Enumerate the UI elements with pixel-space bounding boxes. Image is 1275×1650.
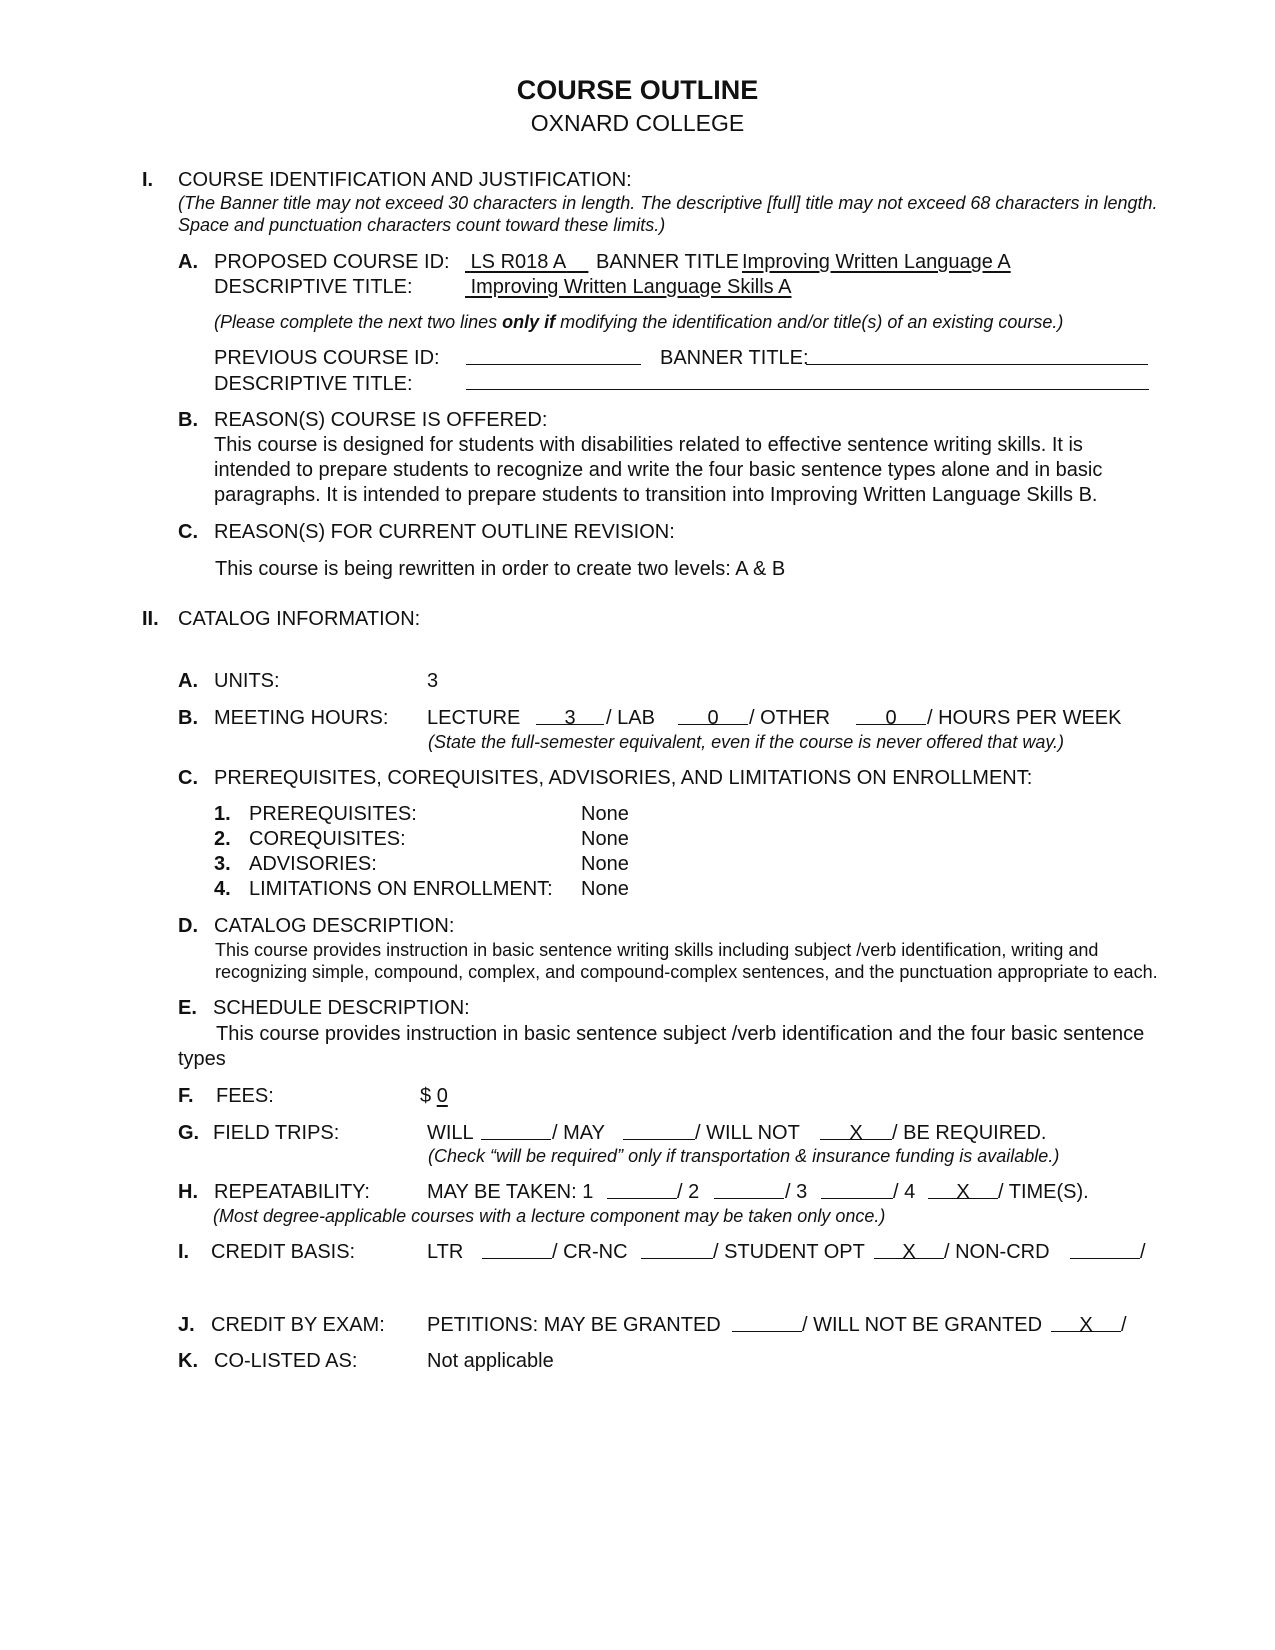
list-value: None (581, 828, 629, 850)
blank-line (806, 364, 1148, 365)
field-label: REASON(S) COURSE IS OFFERED: (214, 409, 548, 431)
paragraph-line: This course provides instruction in basic sentence writing skills including subject /verb identification, writing and (215, 940, 1099, 960)
field-label: / CR-NC (552, 1241, 628, 1263)
field-label: DESCRIPTIVE TITLE: (214, 373, 413, 395)
blank-line (641, 1258, 713, 1259)
paragraph-line: This course is designed for students with disabilities related to effective sentence writing skills. It is (214, 434, 1083, 456)
co-listed-value: Not applicable (427, 1350, 554, 1372)
item-letter: E. (178, 997, 197, 1019)
other-hours-value: 0 (885, 707, 897, 729)
list-number: 2. (214, 828, 231, 850)
field-label: MAY BE TAKEN: 1 (427, 1181, 594, 1203)
blank-line (1070, 1258, 1140, 1259)
item-letter: H. (178, 1181, 198, 1203)
selected-mark: X (956, 1181, 970, 1203)
field-label: FIELD TRIPS: (213, 1122, 340, 1144)
blank-line (482, 1258, 552, 1259)
note: (Most degree-applicable courses with a lecture component may be taken only once.) (213, 1206, 886, 1226)
field-label: FEES: (216, 1085, 274, 1107)
course-id-value: LS R018 A (470, 251, 567, 273)
paragraph-line: This course is being rewritten in order to create two levels: A & B (215, 558, 786, 580)
field-label: LTR (427, 1241, 464, 1263)
item-letter: J. (178, 1314, 195, 1336)
field-label: PREVIOUS COURSE ID: (214, 347, 440, 369)
selected-mark: X (902, 1241, 916, 1263)
item-letter: I. (178, 1241, 190, 1263)
field-label: / WILL NOT (695, 1122, 800, 1144)
college-name: OXNARD COLLEGE (530, 110, 745, 136)
blank-line (466, 364, 641, 365)
field-label: SCHEDULE DESCRIPTION: (213, 997, 470, 1019)
field-label: DESCRIPTIVE TITLE: (214, 276, 413, 298)
field-label: UNITS: (214, 670, 280, 692)
field-label: / WILL NOT BE GRANTED (802, 1314, 1043, 1336)
field-label: / OTHER (749, 707, 831, 729)
field-label: PETITIONS: MAY BE GRANTED (427, 1314, 721, 1336)
paragraph-line: types (178, 1048, 226, 1070)
paragraph-line: recognizing simple, compound, complex, and compound-complex sentences, and the punctuation appropriate to each. (215, 962, 1158, 982)
field-label: BANNER TITLE: (660, 347, 809, 369)
field-label: CREDIT BY EXAM: (211, 1314, 385, 1336)
field-label: CATALOG DESCRIPTION: (214, 915, 455, 937)
section-number: I. (142, 169, 154, 191)
item-letter: A. (178, 251, 198, 273)
list-label: COREQUISITES: (249, 828, 406, 850)
note: (The Banner title may not exceed 30 characters in length. The descriptive [full] title may not exceed 68 characters in length. (178, 193, 1158, 213)
list-label: PREREQUISITES: (249, 803, 417, 825)
blank-line (821, 1198, 893, 1199)
blank-line (481, 1139, 551, 1140)
note: (Check “will be required” only if transportation & insurance funding is available.) (428, 1146, 1060, 1166)
lab-hours-value: 0 (707, 707, 719, 729)
field-label: REPEATABILITY: (214, 1181, 370, 1203)
field-label: / (1121, 1314, 1127, 1336)
page-title: COURSE OUTLINE (516, 75, 759, 105)
blank-line (466, 389, 1149, 390)
list-value: None (581, 803, 629, 825)
item-letter: C. (178, 767, 198, 789)
blank-line (732, 1331, 802, 1332)
list-number: 1. (214, 803, 231, 825)
note: Space and punctuation characters count toward these limits.) (178, 215, 666, 235)
section-heading: CATALOG INFORMATION: (178, 608, 421, 630)
item-letter: A. (178, 670, 198, 692)
blank-line (607, 1198, 677, 1199)
list-number: 3. (214, 853, 231, 875)
field-label: / LAB (606, 707, 655, 729)
descriptive-title-value: Improving Written Language Skills A (470, 276, 792, 298)
field-label: / 4 (893, 1181, 916, 1203)
item-letter: G. (178, 1122, 200, 1144)
note: (State the full-semester equivalent, even if the course is never offered that way.) (428, 732, 1064, 752)
field-label: BANNER TITLE (596, 251, 739, 273)
item-letter: C. (178, 521, 198, 543)
banner-title-value: Improving Written Language A (742, 251, 1011, 273)
field-label: REASON(S) FOR CURRENT OUTLINE REVISION: (214, 521, 675, 543)
list-label: LIMITATIONS ON ENROLLMENT: (249, 878, 553, 900)
paragraph-line: This course provides instruction in basic sentence subject /verb identification and the four basic sentence (216, 1023, 1145, 1045)
field-label: / 2 (677, 1181, 700, 1203)
item-letter: B. (178, 707, 198, 729)
list-value: None (581, 853, 629, 875)
blank-line (623, 1139, 695, 1140)
units-value: 3 (427, 670, 439, 692)
field-label: / HOURS PER WEEK (927, 707, 1122, 729)
field-label: MEETING HOURS: (214, 707, 389, 729)
blank-line (714, 1198, 784, 1199)
item-letter: K. (178, 1350, 198, 1372)
list-label: ADVISORIES: (249, 853, 377, 875)
field-label: / MAY (552, 1122, 605, 1144)
list-number: 4. (214, 878, 231, 900)
field-label: / TIME(S). (998, 1181, 1089, 1203)
item-letter: D. (178, 915, 198, 937)
field-label: / NON-CRD (944, 1241, 1050, 1263)
field-label: WILL (427, 1122, 474, 1144)
item-letter: B. (178, 409, 198, 431)
field-label: CO-LISTED AS: (214, 1350, 358, 1372)
selected-mark: X (849, 1122, 863, 1144)
paragraph-line: intended to prepare students to recognize and write the four basic sentence types alone and in basic (214, 459, 1103, 481)
section-number: II. (142, 608, 159, 630)
paragraph-line: paragraphs. It is intended to prepare students to transition into Improving Written Language Skills B. (214, 484, 1098, 506)
field-label: PROPOSED COURSE ID: (214, 251, 450, 273)
field-label: / (1140, 1241, 1146, 1263)
field-label: / 3 (785, 1181, 808, 1203)
field-label: / BE REQUIRED. (892, 1122, 1047, 1144)
selected-mark: X (1079, 1314, 1093, 1336)
note: (Please complete the next two lines only if modifying the identification and/or title(s) of an existing course.) (214, 312, 1064, 332)
fees-value: $ 0 (420, 1085, 448, 1107)
field-label: / STUDENT OPT (713, 1241, 865, 1263)
item-letter: F. (178, 1085, 194, 1107)
field-label: CREDIT BASIS: (211, 1241, 356, 1263)
section-heading: COURSE IDENTIFICATION AND JUSTIFICATION: (178, 169, 632, 191)
list-value: None (581, 878, 629, 900)
field-label: LECTURE (427, 707, 521, 729)
field-label: PREREQUISITES, COREQUISITES, ADVISORIES, AND LIMITATIONS ON ENROLLMENT: (214, 767, 1033, 789)
lecture-hours-value: 3 (564, 707, 576, 729)
